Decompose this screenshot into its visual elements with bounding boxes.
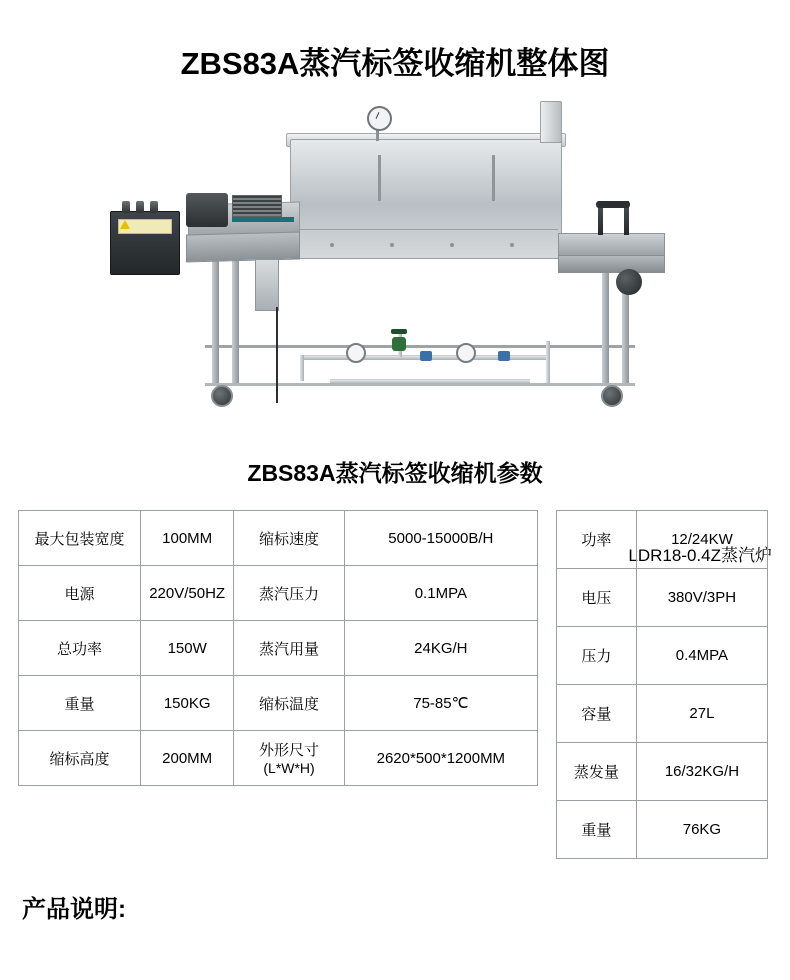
chamber-bolt [330,243,334,247]
chamber-bolt [390,243,394,247]
param-label: 最大包装宽度 [19,511,141,566]
steam-exhaust-chimney [540,101,562,143]
param-value: 380V/3PH [636,569,767,627]
steam-pipe [546,341,550,383]
param-value: 150KG [140,676,233,731]
param-value: 16/32KG/H [636,743,767,801]
table-row [19,511,538,566]
caster-wheel [601,385,623,407]
param-value: 0.4MPA [636,627,767,685]
chamber-slot [492,155,495,201]
pipe-fitting [498,351,510,361]
pressure-gauge-icon [367,106,392,131]
table-row [557,627,768,685]
junction-box [255,259,279,311]
param-label-sub: (L*W*H) [263,760,315,777]
param-label: 压力 [557,627,637,685]
param-label: 容量 [557,685,637,743]
drive-motor [186,193,228,227]
page-title: ZBS83A蒸汽标签收缩机整体图 [180,46,610,81]
param-label: 蒸发量 [557,743,637,801]
machine-photo [0,93,790,433]
table-row [557,569,768,627]
param-value: 27L [636,685,767,743]
table-row [19,566,538,621]
chamber-bolt [510,243,514,247]
steam-chamber [290,139,562,259]
valve-handle [391,329,407,334]
steam-pipe [300,355,304,381]
infeed-conveyor-lower [186,232,300,263]
pipe-fitting [420,351,432,361]
frame-leg [212,253,219,383]
param-label: 缩标速度 [234,511,344,566]
guide-roller [596,201,630,208]
table-row [557,685,768,743]
control-knob [136,201,144,213]
param-value: 220V/50HZ [140,566,233,621]
table-row [19,731,538,786]
table-row [557,511,768,569]
steam-pipe [330,379,530,384]
param-value: 2620*500*1200MM [344,731,537,786]
table-row [19,621,538,676]
control-knob [150,201,158,213]
specifications-area [0,510,790,859]
outfeed-motor [616,269,642,295]
outfeed-conveyor-lower [558,255,665,273]
param-label: 蒸汽压力 [234,566,344,621]
param-value: 12/24KW [636,511,767,569]
table-row [557,801,768,859]
chamber-seam [292,229,558,230]
machine-illustration [0,93,790,433]
param-value: 24KG/H [344,621,537,676]
param-value: 200MM [140,731,233,786]
param-label: 重量 [557,801,637,859]
control-knob [122,201,130,213]
table-row [19,676,538,731]
boiler-table-title: LDR18-0.4Z蒸汽炉 [628,546,772,565]
outfeed-conveyor [558,233,665,257]
product-page [0,38,790,980]
param-label: 缩标高度 [19,731,141,786]
control-valve [392,337,406,351]
param-value: 75-85℃ [344,676,537,731]
pipe-pressure-gauge-icon [346,343,366,363]
param-label [234,731,344,786]
parameters-title: ZBS83A蒸汽标签收缩机参数 [247,460,543,486]
param-label: 重量 [19,676,141,731]
chamber-bolt [450,243,454,247]
param-label: 缩标温度 [234,676,344,731]
param-value: 150W [140,621,233,676]
param-label: 电压 [557,569,637,627]
param-value: 5000-15000B/H [344,511,537,566]
frame-rail-upper [205,345,635,348]
vent-grill [232,195,282,217]
param-value: 76KG [636,801,767,859]
caster-wheel [211,385,233,407]
machine-parameters-table [18,510,538,786]
boiler-parameters-table [556,510,768,859]
product-description-heading: 产品说明: [22,896,126,923]
chamber-slot [378,155,381,201]
frame-leg [232,253,239,383]
param-label-text: 外形尺寸 [259,742,320,760]
belt-guide-rail [232,217,294,222]
param-label: 功率 [557,511,637,569]
param-value: 100MM [140,511,233,566]
warning-triangle-icon [120,220,130,229]
table-row [557,743,768,801]
param-label: 电源 [19,566,141,621]
param-label: 总功率 [19,621,141,676]
pipe-pressure-gauge-icon [456,343,476,363]
param-label: 蒸汽用量 [234,621,344,676]
steam-hose [276,307,278,403]
param-value: 0.1MPA [344,566,537,621]
